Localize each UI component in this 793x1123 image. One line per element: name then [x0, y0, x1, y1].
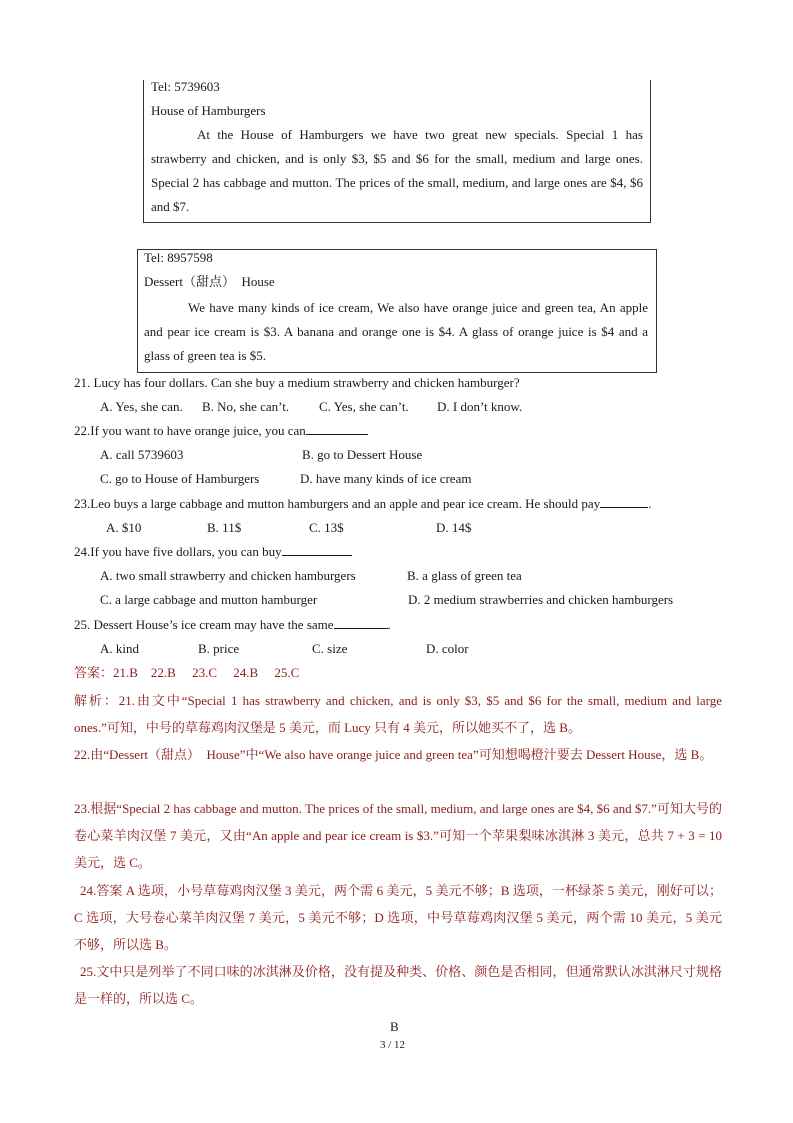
answer-blank: [306, 422, 368, 435]
page-number: 3 / 12: [380, 1039, 406, 1051]
q23-option-c: C. 13$: [309, 520, 344, 535]
question-22-text: 22.If you want to have orange juice, you can: [74, 423, 306, 438]
q25-option-c: C. size: [312, 641, 348, 656]
hamburger-ad-body: At the House of Hamburgers we have two great new specials. Special 1 has strawberry and chicken, and is only $3, $5 and $6 for the small, medium and large ones. Special 2 has cabbage and mutton. The prices of the small, medium, and large ones are $4, $6 and $7.: [151, 127, 643, 214]
answer-blank: [600, 495, 648, 508]
q21-option-d: D. I don’t know.: [437, 399, 523, 414]
q24-option-d: D. 2 medium strawberries and chicken hamburgers: [408, 592, 674, 607]
q22-option-b: B. go to Dessert House: [302, 447, 423, 462]
question-25: [74, 616, 391, 634]
q25-option-d: D. color: [426, 641, 469, 656]
question-23-tail: .: [648, 496, 652, 511]
question-24-text: 24.If you have five dollars, you can buy: [74, 544, 282, 559]
q25-option-a: A. kind: [100, 641, 139, 656]
explanation-24: 24.答案 A 选项，小号草莓鸡肉汉堡 3 美元，两个需 6 美元，5 美元不够；B 选项，一杯绿茶 5 美元，刚好可以；C 选项，大号卷心菜羊肉汉堡 7 美元，5 美元不够；D 选项，中号草莓鸡肉汉堡 5 美元，两个需 10 美元，5 美元不够，所以选 B。: [74, 883, 722, 952]
q23-option-d: D. 14$: [436, 520, 472, 535]
question-25-text: 25. Dessert House’s ice cream may have the same: [74, 617, 334, 632]
question-22: [74, 422, 368, 440]
q23-option-b: B. 11$: [207, 520, 242, 535]
answer-blank: [282, 543, 352, 556]
question-23: [74, 495, 651, 513]
dessert-ad-body: We have many kinds of ice cream, We also have orange juice and green tea, An apple and pear ice cream is $3. A banana and orange one is $4. A glass of orange juice is $4 and a glass of green tea is $5.: [144, 300, 648, 363]
q22-option-a: A. call 5739603: [100, 447, 184, 462]
section-label: B: [390, 1019, 399, 1034]
q24-option-b: B. a glass of green tea: [407, 568, 522, 583]
answer-key: 答案：21.B 22.B 23.C 24.B 25.C: [74, 665, 300, 680]
explanation-23: 23.根据“Special 2 has cabbage and mutton. The prices of the small, medium, and large ones are $4, $6 and $7.”可知大号的卷心菜羊肉汉堡 7 美元，又由“An apple and pear ice cream is $3.”可知一个苹果梨味冰淇淋 3 美元，总共 7 + 3 = 10 美元，选 C。: [74, 801, 722, 870]
q25-option-b: B. price: [198, 641, 240, 656]
q22-option-d: D. have many kinds of ice cream: [300, 471, 472, 486]
question-21: 21. Lucy has four dollars. Can she buy a medium strawberry and chicken hamburger?: [74, 375, 520, 390]
q21-option-a: A. Yes, she can.: [100, 399, 183, 414]
question-24: [74, 543, 352, 561]
hamburger-tel: Tel: 5739603: [151, 79, 220, 94]
q23-option-a: A. $10: [106, 520, 142, 535]
explanation-22: 22.由“Dessert（甜点） House”中“We also have orange juice and green tea”可知想喝橙汁要去 Dessert House，选 B。: [74, 747, 713, 762]
q21-option-c: C. Yes, she can’t.: [319, 399, 409, 414]
q22-option-c: C. go to House of Hamburgers: [100, 471, 260, 486]
q21-option-b: B. No, she can’t.: [202, 399, 290, 414]
dessert-house-name: Dessert（甜点） House: [144, 274, 275, 289]
explanation-21: 解析：21.由文中“Special 1 has strawberry and chicken, and is only $3, $5 and $6 for the small, medium and large ones.”可知，中号的草莓鸡肉汉堡是 5 美元，而 Lucy 只有 4 美元，所以她买不了，选 B。: [74, 693, 722, 735]
explanation-25: 25.文中只是列举了不同口味的冰淇淋及价格，没有提及种类、价格、颜色是否相同，但通常默认冰淇淋尺寸规格是一样的，所以选 C。: [74, 964, 722, 1006]
answer-blank: [334, 616, 388, 629]
question-23-text: 23.Leo buys a large cabbage and mutton hamburgers and an apple and pear ice cream. He should pay: [74, 496, 601, 511]
hamburger-house-name: House of Hamburgers: [151, 103, 266, 118]
dessert-tel: Tel: 8957598: [144, 250, 213, 265]
q24-option-a: A. two small strawberry and chicken hamburgers: [100, 568, 356, 583]
question-25-tail: .: [387, 617, 391, 632]
q24-option-c: C. a large cabbage and mutton hamburger: [100, 592, 318, 607]
